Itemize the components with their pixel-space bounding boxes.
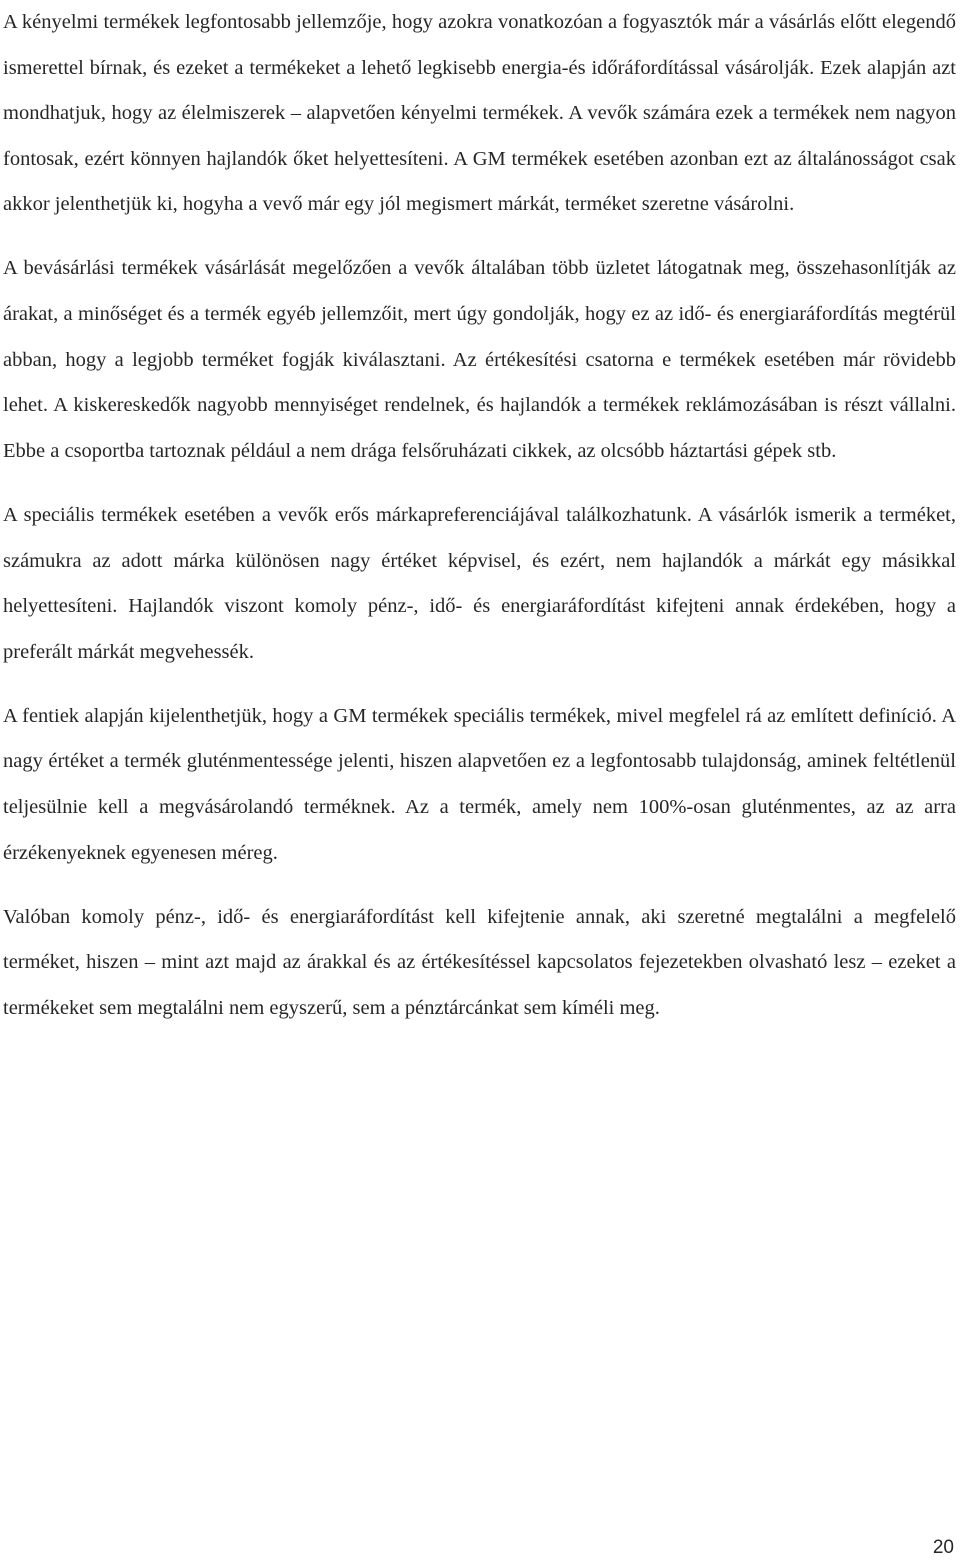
body-text — [3, 0, 956, 1031]
paragraph-4: A fentiek alapján kijelenthetjük, hogy a GM termékek speciális termékek, mivel megfelel rá az említett definíció. A nagy értéket a termék gluténmentessége jelenti, hiszen alapvetően ez a legfontosabb tulajdonság, aminek feltétlenül teljesülnie kell a megvásárolandó terméknek. Az a termék, amely nem 100%-osan gluténmentes, az az arra érzékenyeknek egyenesen méreg. — [3, 704, 956, 864]
paragraph-5: Valóban komoly pénz-, idő- és energiaráfordítást kell kifejtenie annak, aki szeretné megtalálni a megfelelő terméket, hiszen – mint azt majd az árakkal és az értékesítéssel kapcsolatos fejezetekben olvasható lesz – ezeket a termékeket sem megtalálni nem egyszerű, sem a pénztárcánkat sem kíméli meg. — [3, 905, 956, 1019]
paragraph-3: A speciális termékek esetében a vevők erős márkapreferenciájával találkozhatunk. A vásárlók ismerik a terméket, számukra az adott márka különösen nagy értéket képvisel, és ezért, nem hajlandók a márkát egy másikkal helyettesíteni. Hajlandók viszont komoly pénz-, idő- és energiaráfordítást kifejteni annak érdekében, hogy a preferált márkát megvehessék. — [3, 503, 956, 663]
page-number: 20 — [932, 1537, 954, 1558]
paragraph-2: A bevásárlási termékek vásárlását megelőzően a vevők általában több üzletet látogatnak meg, összehasonlítják az árakat, a minőséget és a termék egyéb jellemzőit, mert úgy gondolják, hogy ez az idő- és energiaráfordítás megtérül abban, hogy a legjobb terméket fogják kiválasztani. Az értékesítési csatorna e termékek esetében már rövidebb lehet. A kiskereskedők nagyobb mennyiséget rendelnek, és hajlandók a termékek reklámozásában is részt vállalni. Ebbe a csoportba tartoznak például a nem drága felsőruházati cikkek, az olcsóbb háztartási gépek stb. — [3, 257, 956, 462]
paragraph-1: A kényelmi termékek legfontosabb jellemzője, hogy azokra vonatkozóan a fogyasztók már a vásárlás előtt elegendő ismerettel bírnak, és ezeket a termékeket a lehető legkisebb energia-és időráfordítással vásárolják. Ezek alapján azt mondhatjuk, hogy az élelmiszerek – alapvetően kényelmi termékek. A vevők számára ezek a termékek nem nagyon fontosak, ezért könnyen hajlandók őket helyettesíteni. A GM termékek esetében azonban ezt az általánosságot csak akkor jelenthetjük ki, hogyha a vevő már egy jól megismert márkát, terméket szeretne vásárolni. — [3, 11, 956, 216]
